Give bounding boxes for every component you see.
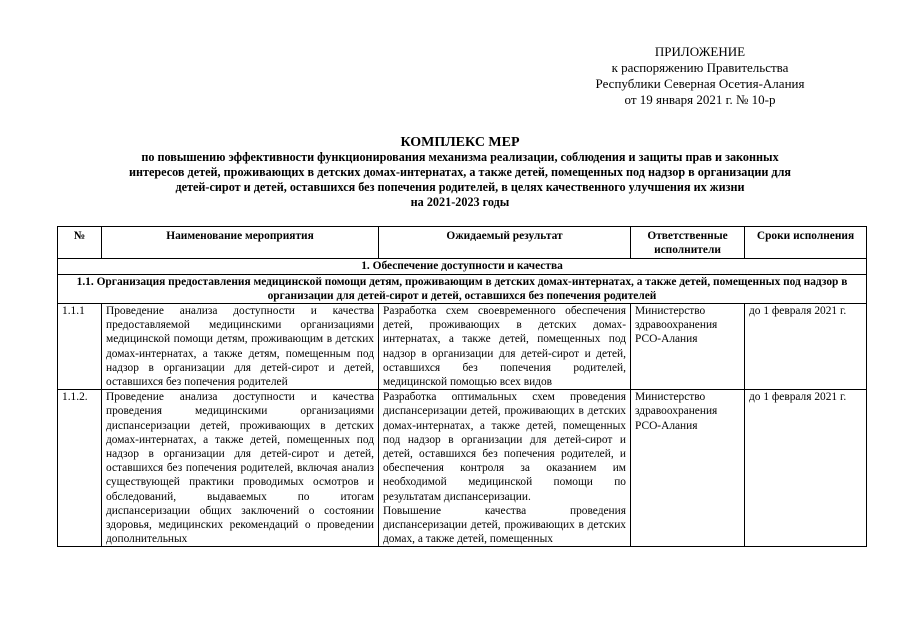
appendix-date: от 19 января 2021 г. № 10-р [624,92,776,107]
header-num: № [58,227,102,259]
row-result-continued: Повышение качества проведения диспансеризации детей, проживающих в детских домах, а также детей, помещенных [383,504,626,546]
row-measure: Проведение анализа доступности и качества проведения медицинскими организациями диспансеризации детей, проживающих в детских домах-интернатах, а также детей, помещенных под надзор в организации для детей-сирот и детей, оставшихся без попечения родителей, включая анализ существующей практики проводимых осмотров и обследований, выдаваемых по итогам диспансеризации общих заключений о состоянии здоровья, медицинских рекомендаций о проведении дополнительных [102,390,379,547]
appendix-block [555,44,845,108]
header-responsible: Ответственные исполнители [631,227,745,259]
section-row [58,259,867,274]
table-row [58,390,867,547]
row-responsible: Министерство здравоохранения РСО-Алания [631,390,745,547]
document-heading: КОМПЛЕКС МЕР [400,135,520,150]
header-result: Ожидаемый результат [379,227,631,259]
header-deadline: Сроки исполнения [745,227,867,259]
table-header-row [58,227,867,259]
row-num: 1.1.2. [58,390,102,547]
row-result: Разработка оптимальных схем проведения диспансеризации детей, проживающих в детских домах-интернатах, а также детей, помещенных под надзор в организации для детей-сирот и детей, оставшихся без попечения родителей, и обеспечения контроля за оказанием им необходимой медицинской помощи по результатам диспансеризации. [383,391,626,503]
row-measure: Проведение анализа доступности и качества предоставляемой медицинскими организациями медицинской помощи детям, проживающим в детских домах-интернатах, а также детям, помещенным под надзор в организации для детей-сирот и детей, оставшихся без попечения родителей [102,304,379,390]
header-name: Наименование мероприятия [102,227,379,259]
row-result: Разработка схем своевременного обеспечения детей, проживающих в детских домах-интернатах, а также детей, помещенных под надзор в организации для детей-сирот и детей, оставшихся без попечения родителей, медицинской помощью всех видов [379,304,631,390]
subsection-title: 1.1. Организация предоставления медицинской помощи детям, проживающим в детских домах-интернатах, а также детей, помещенных под надзор в организации для детей-сирот и детей, оставшихся без попечения родителей [58,274,867,303]
measures-table [57,226,867,547]
row-num: 1.1.1 [58,304,102,390]
row-result-cell [379,390,631,547]
row-deadline: до 1 февраля 2021 г. [745,390,867,547]
appendix-republic: Республики Северная Осетия-Алания [595,76,805,91]
appendix-decree: к распоряжению Правительства [611,60,789,75]
row-deadline: до 1 февраля 2021 г. [745,304,867,390]
appendix-label: ПРИЛОЖЕНИЕ [654,44,746,59]
table-row [58,304,867,390]
subtitle-line-4: на 2021-2023 годы [410,195,510,209]
row-responsible: Министерство здравоохранения РСО-Алания [631,304,745,390]
subtitle-line-1: по повышению эффективности функционирования механизма реализации, соблюдения и защиты прав и законных [141,150,779,164]
subsection-row [58,274,867,303]
subtitle-line-2: интересов детей, проживающих в детских домах-интернатах, а также детей, помещенных под надзор в организации для [128,165,792,179]
section-title: 1. Обеспечение доступности и качества [58,259,867,274]
document-subtitle [60,150,860,210]
subtitle-line-3: детей-сирот и детей, оставшихся без попечения родителей, в целях качественного улучшения их жизни [175,180,745,194]
